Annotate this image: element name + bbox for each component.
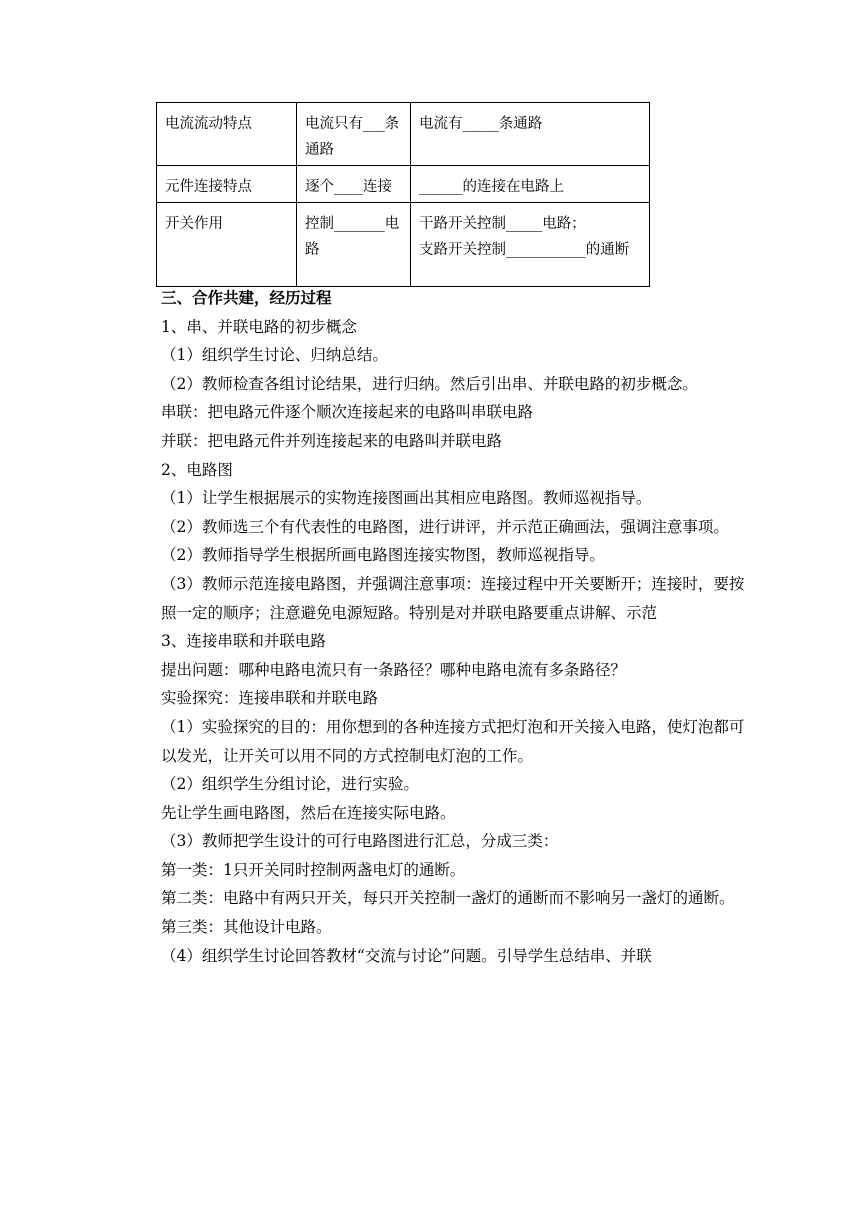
table-row: [157, 103, 650, 166]
paragraph: 第一类：1只开关同时控制两盏电灯的通断。: [161, 860, 466, 879]
paragraph: 第三类：其他设计电路。: [161, 918, 332, 937]
paragraph: （3）教师示范连接电路图，并强调注意事项：连接过程中开关要断开；连接时，要按照一定的顺序；注意避免电源短路。特别是对并联电路要重点讲解、示范: [161, 574, 745, 622]
comparison-table: [156, 102, 650, 287]
paragraph: 3、连接串联和并联电路: [161, 632, 326, 651]
table-row: [157, 203, 650, 287]
paragraph: 并联：把电路元件并列连接起来的电路叫并联电路: [161, 431, 503, 450]
feature-cell: 电流流动特点: [157, 103, 297, 166]
paragraph: （2）教师选三个有代表性的电路图，进行讲评，并示范正确画法，强调注意事项。: [161, 517, 729, 536]
parallel-cell: 电流有_____条通路: [411, 103, 650, 166]
section-heading: 三、合作共建，经历过程: [161, 288, 332, 307]
series-cell: 电流只有___条通路: [297, 103, 411, 166]
paragraph: （2）教师指导学生根据所画电路图连接实物图，教师巡视指导。: [161, 546, 605, 565]
paragraph: 2、电路图: [161, 460, 233, 479]
paragraph: （2）教师检查各组讨论结果，进行归纳。然后引出串、并联电路的初步概念。: [161, 374, 698, 393]
paragraph: （1）组织学生讨论、归纳总结。: [161, 346, 388, 365]
paragraph: （3）教师把学生设计的可行电路图进行汇总，分成三类：: [161, 832, 559, 851]
series-cell: 逐个____连接: [297, 166, 411, 203]
parallel-cell: ______的连接在电路上: [411, 166, 650, 203]
paragraph: 先让学生画电路图，然后在连接实际电路。: [161, 803, 456, 822]
paragraph: （4）组织学生讨论回答教材“交流与讨论”问题。引导学生总结串、并联: [161, 946, 652, 965]
paragraph: 第二类：电路中有两只开关，每只开关控制一盏灯的通断而不影响另一盏灯的通断。: [161, 889, 735, 908]
parallel-cell: 干路开关控制_____电路； 支路开关控制___________的通断: [411, 203, 650, 287]
paragraph: 提出问题：哪种电路电流只有一条路径？哪种电路电流有多条路径？: [161, 660, 627, 679]
paragraph: 实验探究：连接串联和并联电路: [161, 689, 379, 708]
feature-cell: 元件连接特点: [157, 166, 297, 203]
series-cell: 控制_______电路: [297, 203, 411, 287]
paragraph: （1）让学生根据展示的实物连接图画出其相应电路图。教师巡视指导。: [161, 489, 652, 508]
paragraph: （1）实验探究的目的：用你想到的各种连接方式把灯泡和开关接入电路，使灯泡都可以发光，让开关可以用不同的方式控制电灯泡的工作。: [161, 717, 745, 765]
feature-cell: 开关作用: [157, 203, 297, 287]
table-row: [157, 166, 650, 203]
paragraph: 1、串、并联电路的初步概念: [161, 317, 357, 336]
paragraph: （2）组织学生分组讨论，进行实验。: [161, 775, 419, 794]
paragraph: 串联：把电路元件逐个顺次连接起来的电路叫串联电路: [161, 403, 534, 422]
section-body: [161, 284, 746, 970]
